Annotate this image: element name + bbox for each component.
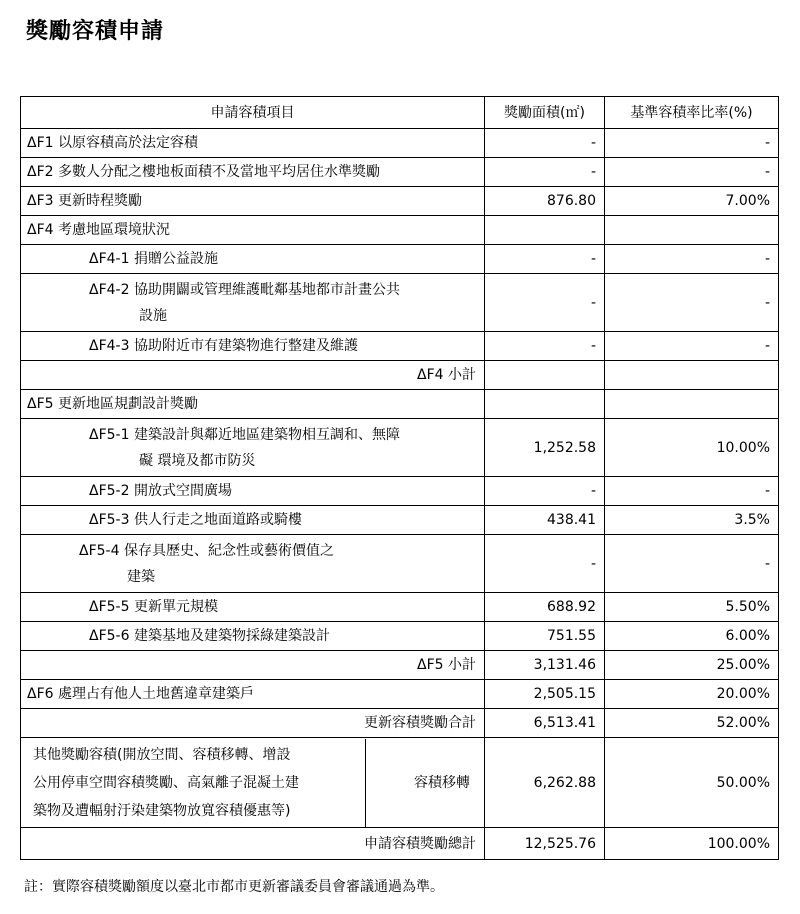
row-area [485, 390, 605, 419]
row-label [21, 506, 485, 535]
row-area: 12,525.76 [485, 828, 605, 860]
table-row [21, 216, 779, 245]
row-label-text: ΔF4-1 捐贈公益設施 [89, 251, 218, 267]
row-ratio: 5.50% [605, 593, 779, 622]
table-row [21, 390, 779, 419]
table-row [21, 129, 779, 158]
row-area: 1,252.58 [485, 419, 605, 477]
row-ratio [605, 390, 779, 419]
page-title: 獎勵容積申請 [26, 18, 165, 44]
row-ratio: - [605, 274, 779, 332]
table-row [21, 361, 779, 390]
row-label [21, 419, 485, 477]
row-label-text: ΔF5-3 供人行走之地面道路或騎樓 [89, 512, 302, 528]
row-area: - [485, 274, 605, 332]
row-label-line3: 築物及遭輻射汙染建築物放寬容積優惠等) [33, 802, 291, 819]
table-row [21, 158, 779, 187]
row-area [485, 216, 605, 245]
row-area: 751.55 [485, 622, 605, 651]
row-area: - [485, 535, 605, 593]
row-label-line2: 設施 [139, 307, 167, 324]
row-ratio: 20.00% [605, 680, 779, 709]
row-label-text: ΔF5-5 更新單元規模 [89, 599, 218, 615]
table-row [21, 332, 779, 361]
table-header-row [21, 97, 779, 129]
table-row [21, 680, 779, 709]
row-ratio [605, 361, 779, 390]
row-label [21, 593, 485, 622]
row-area: 6,513.41 [485, 709, 605, 738]
row-area: - [485, 477, 605, 506]
row-label [21, 477, 485, 506]
row-label-line1: ΔF5-4 保存具歷史、紀念性或藝術價值之 [79, 542, 334, 559]
header-ratio: 基準容積率比率(%) [605, 97, 779, 129]
row-ratio: 50.00% [605, 738, 779, 828]
row-label: ΔF6 處理占有他人土地舊違章建築戶 [21, 680, 485, 709]
row-label [21, 245, 485, 274]
row-label [21, 332, 485, 361]
other-bonus-desc [27, 739, 365, 827]
table-row [21, 477, 779, 506]
table-row [21, 419, 779, 477]
table-row [21, 651, 779, 680]
bonus-table [20, 96, 779, 860]
row-label-text: ΔF5-6 建築基地及建築物採綠建築設計 [89, 628, 330, 644]
row-label [21, 738, 485, 828]
row-label [21, 622, 485, 651]
row-ratio: - [605, 332, 779, 361]
row-label-text: ΔF5-2 開放式空間廣場 [89, 483, 232, 499]
row-area: 438.41 [485, 506, 605, 535]
row-ratio: - [605, 535, 779, 593]
row-area: - [485, 129, 605, 158]
row-ratio: 3.5% [605, 506, 779, 535]
table-row [21, 274, 779, 332]
table-row [21, 622, 779, 651]
row-label: ΔF1 以原容積高於法定容積 [21, 129, 485, 158]
subtotal-label: ΔF4 小計 [21, 361, 485, 390]
row-label: ΔF2 多數人分配之樓地板面積不及當地平均居住水準獎勵 [21, 158, 485, 187]
header-item: 申請容積項目 [21, 97, 485, 129]
row-ratio: - [605, 477, 779, 506]
table-row [21, 738, 779, 828]
row-ratio: 52.00% [605, 709, 779, 738]
table-row [21, 187, 779, 216]
total-label: 更新容積獎勵合計 [21, 709, 485, 738]
row-label: ΔF3 更新時程獎勵 [21, 187, 485, 216]
row-label-line1: 其他獎勵容積(開放空間、容積移轉、增設 [33, 746, 291, 763]
table-row [21, 506, 779, 535]
other-bonus-type: 容積移轉 [414, 774, 470, 791]
row-label: ΔF4 考慮地區環境狀況 [21, 216, 485, 245]
row-ratio: - [605, 158, 779, 187]
row-area: - [485, 245, 605, 274]
table-row [21, 535, 779, 593]
row-area: - [485, 158, 605, 187]
subtotal-label: ΔF5 小計 [21, 651, 485, 680]
row-label [21, 274, 485, 332]
row-label-line1: ΔF4-2 協助開闢或管理維護毗鄰基地都市計畫公共 [89, 281, 400, 298]
table-row [21, 828, 779, 860]
footnote: 註：實際容積獎勵額度以臺北市都市更新審議委員會審議通過為準。 [24, 879, 444, 895]
row-area: 688.92 [485, 593, 605, 622]
row-ratio: - [605, 245, 779, 274]
row-area: - [485, 332, 605, 361]
row-ratio: 25.00% [605, 651, 779, 680]
table-row [21, 593, 779, 622]
row-label: ΔF5 更新地區規劃設計獎勵 [21, 390, 485, 419]
row-ratio [605, 216, 779, 245]
row-label-line2: 礙 環境及都市防災 [139, 452, 256, 469]
other-bonus-inner [27, 739, 478, 827]
row-area: 2,505.15 [485, 680, 605, 709]
row-area: 3,131.46 [485, 651, 605, 680]
row-ratio: 7.00% [605, 187, 779, 216]
row-area: 876.80 [485, 187, 605, 216]
row-ratio: 10.00% [605, 419, 779, 477]
row-ratio: 100.00% [605, 828, 779, 860]
table-row [21, 245, 779, 274]
row-ratio: 6.00% [605, 622, 779, 651]
row-label [21, 535, 485, 593]
row-label-line1: ΔF5-1 建築設計與鄰近地區建築物相互調和、無障 [89, 426, 400, 443]
table-row [21, 709, 779, 738]
row-area [485, 361, 605, 390]
row-label-line2: 建築 [127, 568, 155, 585]
row-ratio: - [605, 129, 779, 158]
row-label-line2: 公用停車空間容積獎勵、高氣離子混凝土建 [33, 774, 299, 791]
header-area: 獎勵面積(㎡) [485, 97, 605, 129]
row-area: 6,262.88 [485, 738, 605, 828]
row-label-text: ΔF4-3 協助附近市有建築物進行整建及維護 [89, 338, 358, 354]
grand-total-label: 申請容積獎勵總計 [21, 828, 485, 860]
